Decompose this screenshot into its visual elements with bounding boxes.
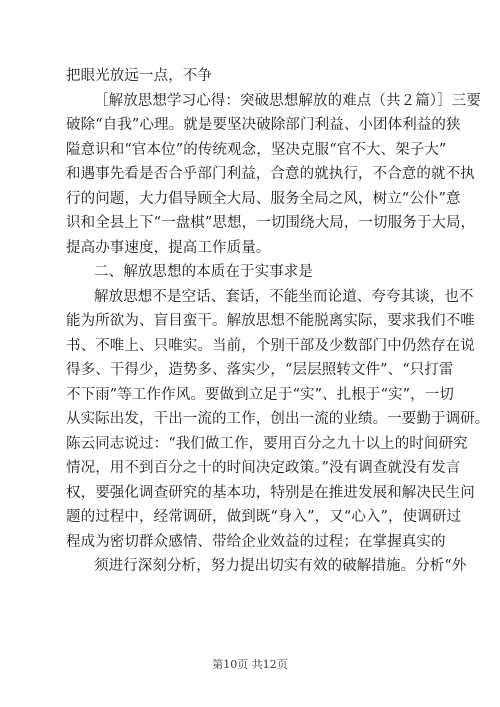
text-line: 须进行深刻分析，努力提出切实有效的破解措施。分析“外 (94, 558, 467, 574)
text-line: 得多、干得少，造势多、落实少，“层层照转文件”、“只打雷 (66, 362, 454, 378)
text-line: 从实际出发，干出一流的工作，创出一流的业绩。一要勤于调研。 (66, 411, 490, 427)
text-line: 解放思想不是空话、套话，不能坐而论道、夸夸其谈，也不 (94, 288, 474, 305)
text-line: 和遇事先看是否合乎部门利益，合意的就执行，不合意的就不执 (66, 166, 475, 182)
text-line: 陈云同志说过：“我们做工作，要用百分之九十以上的时间研究 (66, 435, 468, 452)
text-line: 书、不唯上、只唯实。当前，个别干部及少数部门中仍然存在说 (66, 337, 475, 354)
text-line: 权，要强化调查研究的基本功，特别是在推进发展和解决民生问 (66, 484, 475, 501)
text-line: 行的问题，大力倡导顾全大局、服务全局之风，树立“公仆”意 (66, 190, 461, 207)
text-line: 能为所欲为、盲目蛮干。解放思想不能脱离实际，要求我们不唯 (66, 313, 475, 329)
text-line: 破除“自我”心理。就是要坚决破除部门利益、小团体利益的狭 (66, 117, 461, 133)
text-line: ［解放思想学习心得：突破思想解放的难点（共２篇）］三要 (94, 92, 481, 109)
page-number: 第10页 共12页 (212, 658, 288, 671)
section-heading: 二、解放思想的本质在于实事求是 (94, 264, 313, 280)
text-line: 不下雨”等工作作风。要做到立足于“实”、扎根于“实”，一切 (66, 386, 454, 403)
text-line: 情况，用不到百分之十的时间决定政策。”没有调查就没有发言 (66, 460, 461, 476)
document-body (66, 64, 490, 579)
text-line: 隘意识和“官本位”的传统观念，坚决克服“官不大、架子大” (66, 141, 447, 158)
text-line: 把眼光放远一点，不争 (66, 68, 212, 84)
text-line: 程成为密切群众感情、带给企业效益的过程；在掌握真实的 (66, 533, 446, 550)
text-line: 提高办事速度，提高工作质量。 (66, 239, 271, 256)
text-line: 题的过程中，经常调研，做到既“身入”，又“心入”，使调研过 (66, 509, 462, 525)
text-line: 识和全县上下“一盘棋”思想，一切围绕大局，一切服务于大局， (66, 215, 476, 231)
